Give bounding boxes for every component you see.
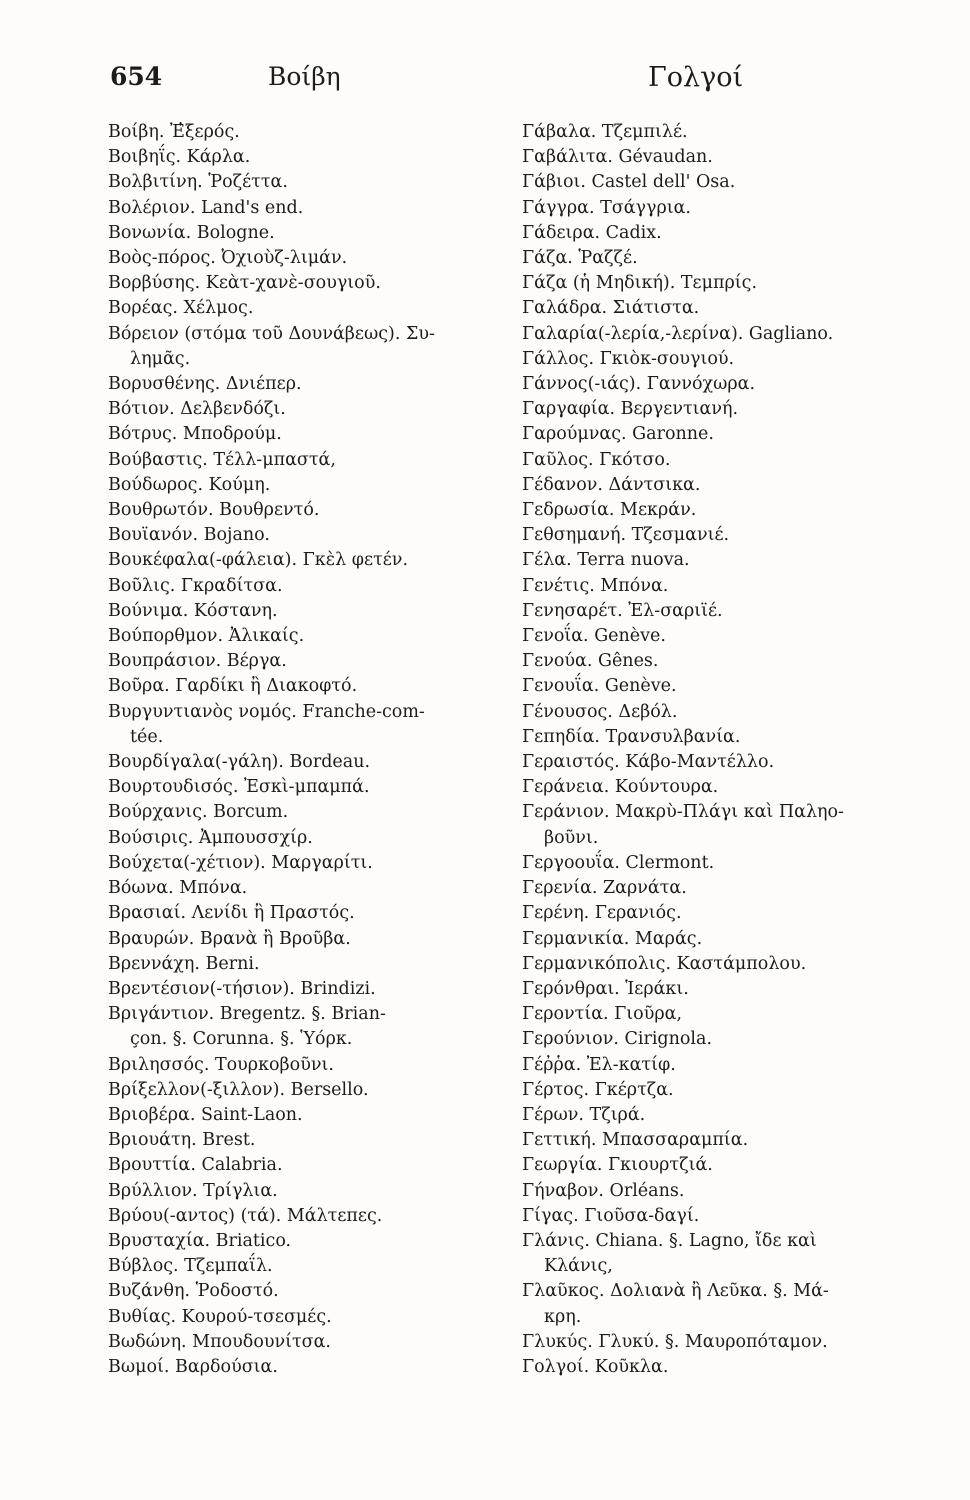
dictionary-entry: Γενησαρέτ. Ἐλ-σαριϊέ.	[522, 600, 723, 621]
dictionary-entry: Βούδωρος. Κούμη.	[108, 474, 271, 495]
dictionary-entry: Γαλαρία(-λερία,-λερίνα). Gagliano.	[522, 323, 834, 344]
dictionary-entry: Γεργοουΐα. Clermont.	[522, 852, 715, 873]
dictionary-entry: Βρασιαί. Λενίδι ἢ Πραστός.	[108, 903, 355, 924]
page-number: 654	[110, 62, 163, 91]
dictionary-entry: Γενούα. Gênes.	[522, 651, 659, 672]
dictionary-entry: Βοίβη. Ἐ̓ξερός.	[108, 122, 240, 142]
dictionary-entry: Γερενία. Ζαρνάτα.	[522, 878, 687, 899]
dictionary-entry: Γέρων. Τζιρά.	[522, 1104, 646, 1125]
dictionary-entry: Βολβιτίνη. Ῥοζέττα.	[108, 172, 288, 193]
dictionary-entry: Βόωνα. Μπόνα.	[108, 878, 248, 899]
dictionary-entry: Γεραιστός. Κάβο-Μαντέλλο.	[522, 752, 775, 773]
dictionary-entry: Γάβαλα. Τζεμπιλέ.	[522, 122, 688, 142]
dictionary-entry: Βυθίας. Κουρού-τσεσμές.	[108, 1306, 332, 1327]
dictionary-entry: Γέλα. Terra nuova.	[522, 550, 690, 571]
dictionary-entry: Βρυσταχία. Briatico.	[108, 1230, 292, 1251]
dictionary-entry: Γερένη. Γερανιός.	[522, 903, 682, 924]
running-head-last-entry: Γολγοί	[648, 62, 744, 93]
running-head-first-entry: Βοίβη	[268, 62, 341, 91]
dictionary-entry: Γέρτος. Γκέρτζα.	[522, 1079, 674, 1100]
dictionary-entry: Βουϊανόν. Bojano.	[108, 525, 270, 546]
dictionary-entry: Βυζάνθη. Ῥοδοστό.	[108, 1281, 279, 1302]
dictionary-entry: Βραυρών. Βρανὰ ἢ Βροῦβα.	[108, 928, 351, 949]
dictionary-entry: Γερόνθραι. Ἱεράκι.	[522, 978, 689, 999]
dictionary-entry: Βούνιμα. Κόστανη.	[108, 600, 278, 621]
dictionary-entry: Γάζα (ἡ Μηδική). Τεμπρίς.	[522, 273, 758, 294]
dictionary-entry: Γεττική. Μπασσαραμπία.	[522, 1130, 749, 1151]
dictionary-entry: Βουρτουδισός. Ἐσκὶ-μπαμπά.	[108, 777, 370, 798]
dictionary-entry: Γεωργία. Γκιουρτζιά.	[522, 1155, 713, 1176]
dictionary-entry: Γίγας. Γιοῦσα-δαγί.	[522, 1205, 700, 1226]
dictionary-entry: Βούπορθμον. Ἀλικαίς.	[108, 626, 305, 647]
dictionary-entry: Βυργυντιανὸς νομός. Franche-com-	[108, 701, 425, 722]
dictionary-entry: Γεπηδία. Τρανσυλβανία.	[522, 726, 741, 747]
dictionary-entry: Γάλλος. Γκιὸκ-σουγιού.	[522, 348, 735, 369]
dictionary-entry: Γαβάλιτα. Gévaudan.	[522, 147, 713, 168]
dictionary-entry: Βοῦρα. Γαρδίκι ἢ Διακοφτό.	[108, 676, 358, 697]
dictionary-entry: Γαλάδρα. Σιάτιστα.	[522, 298, 700, 319]
dictionary-entry: Βριουάτη. Brest.	[108, 1130, 256, 1151]
dictionary-entry: Γαῦλος. Γκότσο.	[522, 449, 671, 470]
dictionary-entry: Γάβιοι. Castel dell' Osa.	[522, 172, 736, 193]
dictionary-entry: Βότιον. Δελβενδόζι.	[108, 399, 286, 420]
dictionary-entry: Γενέτις. Μπόνα.	[522, 575, 669, 596]
dictionary-entry: Βριγάντιον. Bregentz. §. Brian-	[108, 1004, 386, 1025]
dictionary-entry: Γεροντία. Γιοῦρα,	[522, 1004, 683, 1025]
dictionary-entry: κρη.	[544, 1306, 582, 1327]
dictionary-entry: Γεδρωσία. Μεκράν.	[522, 500, 697, 521]
dictionary-entry: Γλάνις. Chiana. §. Lagno, ἴδε καὶ	[522, 1230, 817, 1251]
dictionary-entry: Βούβαστις. Τέλλ-μπαστά,	[108, 449, 336, 470]
dictionary-entry: Γάδειρα. Cadix.	[522, 222, 662, 243]
page-header	[0, 62, 970, 102]
dictionary-entry: Γένουσος. Δεβόλ.	[522, 701, 678, 722]
dictionary-entry: Βριλησσός. Τουρκοβοῦνι.	[108, 1054, 334, 1075]
dictionary-entry: çon. §. Corunna. §. Ὑόρκ.	[130, 1029, 353, 1050]
dictionary-entry: Βόρειον (στόμα τοῦ Δουνάβεως). Συ-	[108, 323, 435, 344]
dictionary-entry: Βουκέφαλα(-φάλεια). Γκὲλ φετέν.	[108, 550, 409, 571]
left-column	[108, 120, 508, 1380]
dictionary-entry: Γολγοί. Κοῦκλα.	[522, 1356, 669, 1377]
dictionary-entry: Βοῦλις. Γκραδίτσα.	[108, 575, 283, 596]
dictionary-entry: Βοιβηΐς. Κάρλα.	[108, 147, 251, 168]
dictionary-entry: βοῦνι.	[544, 827, 599, 848]
dictionary-entry: Βρεννάχη. Berni.	[108, 953, 260, 974]
dictionary-entry: Γέῤῥα. Ἐλ-κατίφ.	[522, 1054, 676, 1075]
right-column	[522, 120, 922, 1380]
dictionary-entry: Γλαῦκος. Δολιανὰ ἢ Λεῦκα. §. Μά-	[522, 1281, 829, 1302]
dictionary-entry: Βούσιρις. Ἀμπουσσχίρ.	[108, 827, 313, 848]
dictionary-entry: Γήναβον. Orléans.	[522, 1180, 685, 1201]
dictionary-entry: Βορέας. Χέλμος.	[108, 298, 254, 319]
dictionary-entry: Βότρυς. Μποδρούμ.	[108, 424, 282, 445]
dictionary-entry: Γεθσημανή. Τζεσμανιέ.	[522, 525, 730, 546]
dictionary-entry: Βωμοί. Βαρδούσια.	[108, 1356, 278, 1377]
dictionary-entry: Βουρδίγαλα(-γάλη). Bordeau.	[108, 752, 371, 773]
dictionary-entry: λημᾶς.	[130, 348, 191, 369]
dictionary-entry: Γάζα. Ῥαζζέ.	[522, 248, 638, 269]
dictionary-entry: Βούρχανις. Borcum.	[108, 802, 289, 823]
dictionary-entry: Βουθρωτόν. Βουθρεντό.	[108, 500, 320, 521]
dictionary-entry: Γερμανικία. Μαράς.	[522, 928, 703, 949]
dictionary-entry: Βριοβέρα. Saint-Laon.	[108, 1104, 303, 1125]
dictionary-entry: Γαρούμνας. Garonne.	[522, 424, 714, 445]
dictionary-entry: Γενουΐα. Genève.	[522, 676, 677, 697]
dictionary-entry: Βορβύσης. Κεὰτ-χανὲ-σουγιοῦ.	[108, 273, 381, 294]
dictionary-entry: Κλάνις,	[544, 1256, 613, 1277]
dictionary-entry: Γαργαφία. Βεργεντιανή.	[522, 399, 739, 420]
dictionary-entry: Βούχετα(-χέτιον). Μαργαρίτι.	[108, 852, 373, 873]
dictionary-entry: Βρίξελλον(-ξιλλον). Bersello.	[108, 1079, 369, 1100]
dictionary-entry: tée.	[130, 726, 164, 747]
dictionary-entry: Βοὸς-πόρος. Ὀχιοὺζ-λιμάν.	[108, 248, 348, 269]
dictionary-entry: Γενοΐα. Genève.	[522, 626, 666, 647]
dictionary-entry: Γάννος(-ιάς). Γαννόχωρα.	[522, 374, 756, 395]
dictionary-entry: Βρύλλιον. Τρίγλια.	[108, 1180, 278, 1201]
dictionary-entry: Βωδώνη. Μπουδουνίτσα.	[108, 1331, 331, 1352]
dictionary-entry: Γέδανον. Δάντσικα.	[522, 474, 701, 495]
dictionary-entry: Βρουττία. Calabria.	[108, 1155, 283, 1176]
dictionary-entry: Βρεντέσιον(-τήσιον). Brindizi.	[108, 978, 376, 999]
dictionary-entry: Γάγγρα. Τσάγγρια.	[522, 197, 691, 218]
dictionary-entry: Βύβλος. Τζεμπαΐλ.	[108, 1256, 273, 1277]
dictionary-entry: Βονωνία. Bologne.	[108, 222, 275, 243]
dictionary-entry: Γερμανικόπολις. Καστάμπολου.	[522, 953, 807, 974]
dictionary-entry: Βορυσθένης. Δνιέπερ.	[108, 374, 302, 395]
dictionary-entry: Βολέριον. Land's end.	[108, 197, 304, 218]
dictionary-entry: Γεράνεια. Κούντουρα.	[522, 777, 719, 798]
dictionary-entry: Βουπράσιον. Βέργα.	[108, 651, 287, 672]
dictionary-entry: Γεράνιον. Μακρὺ-Πλάγι καὶ Παληο-	[522, 802, 844, 823]
dictionary-entry: Γλυκύς. Γλυκύ. §. Μαυροπόταμον.	[522, 1331, 828, 1352]
dictionary-entry: Γερούνιον. Cirignola.	[522, 1029, 713, 1050]
dictionary-entry: Βρύου(-αντος) (τά). Μάλτεπες.	[108, 1205, 383, 1226]
